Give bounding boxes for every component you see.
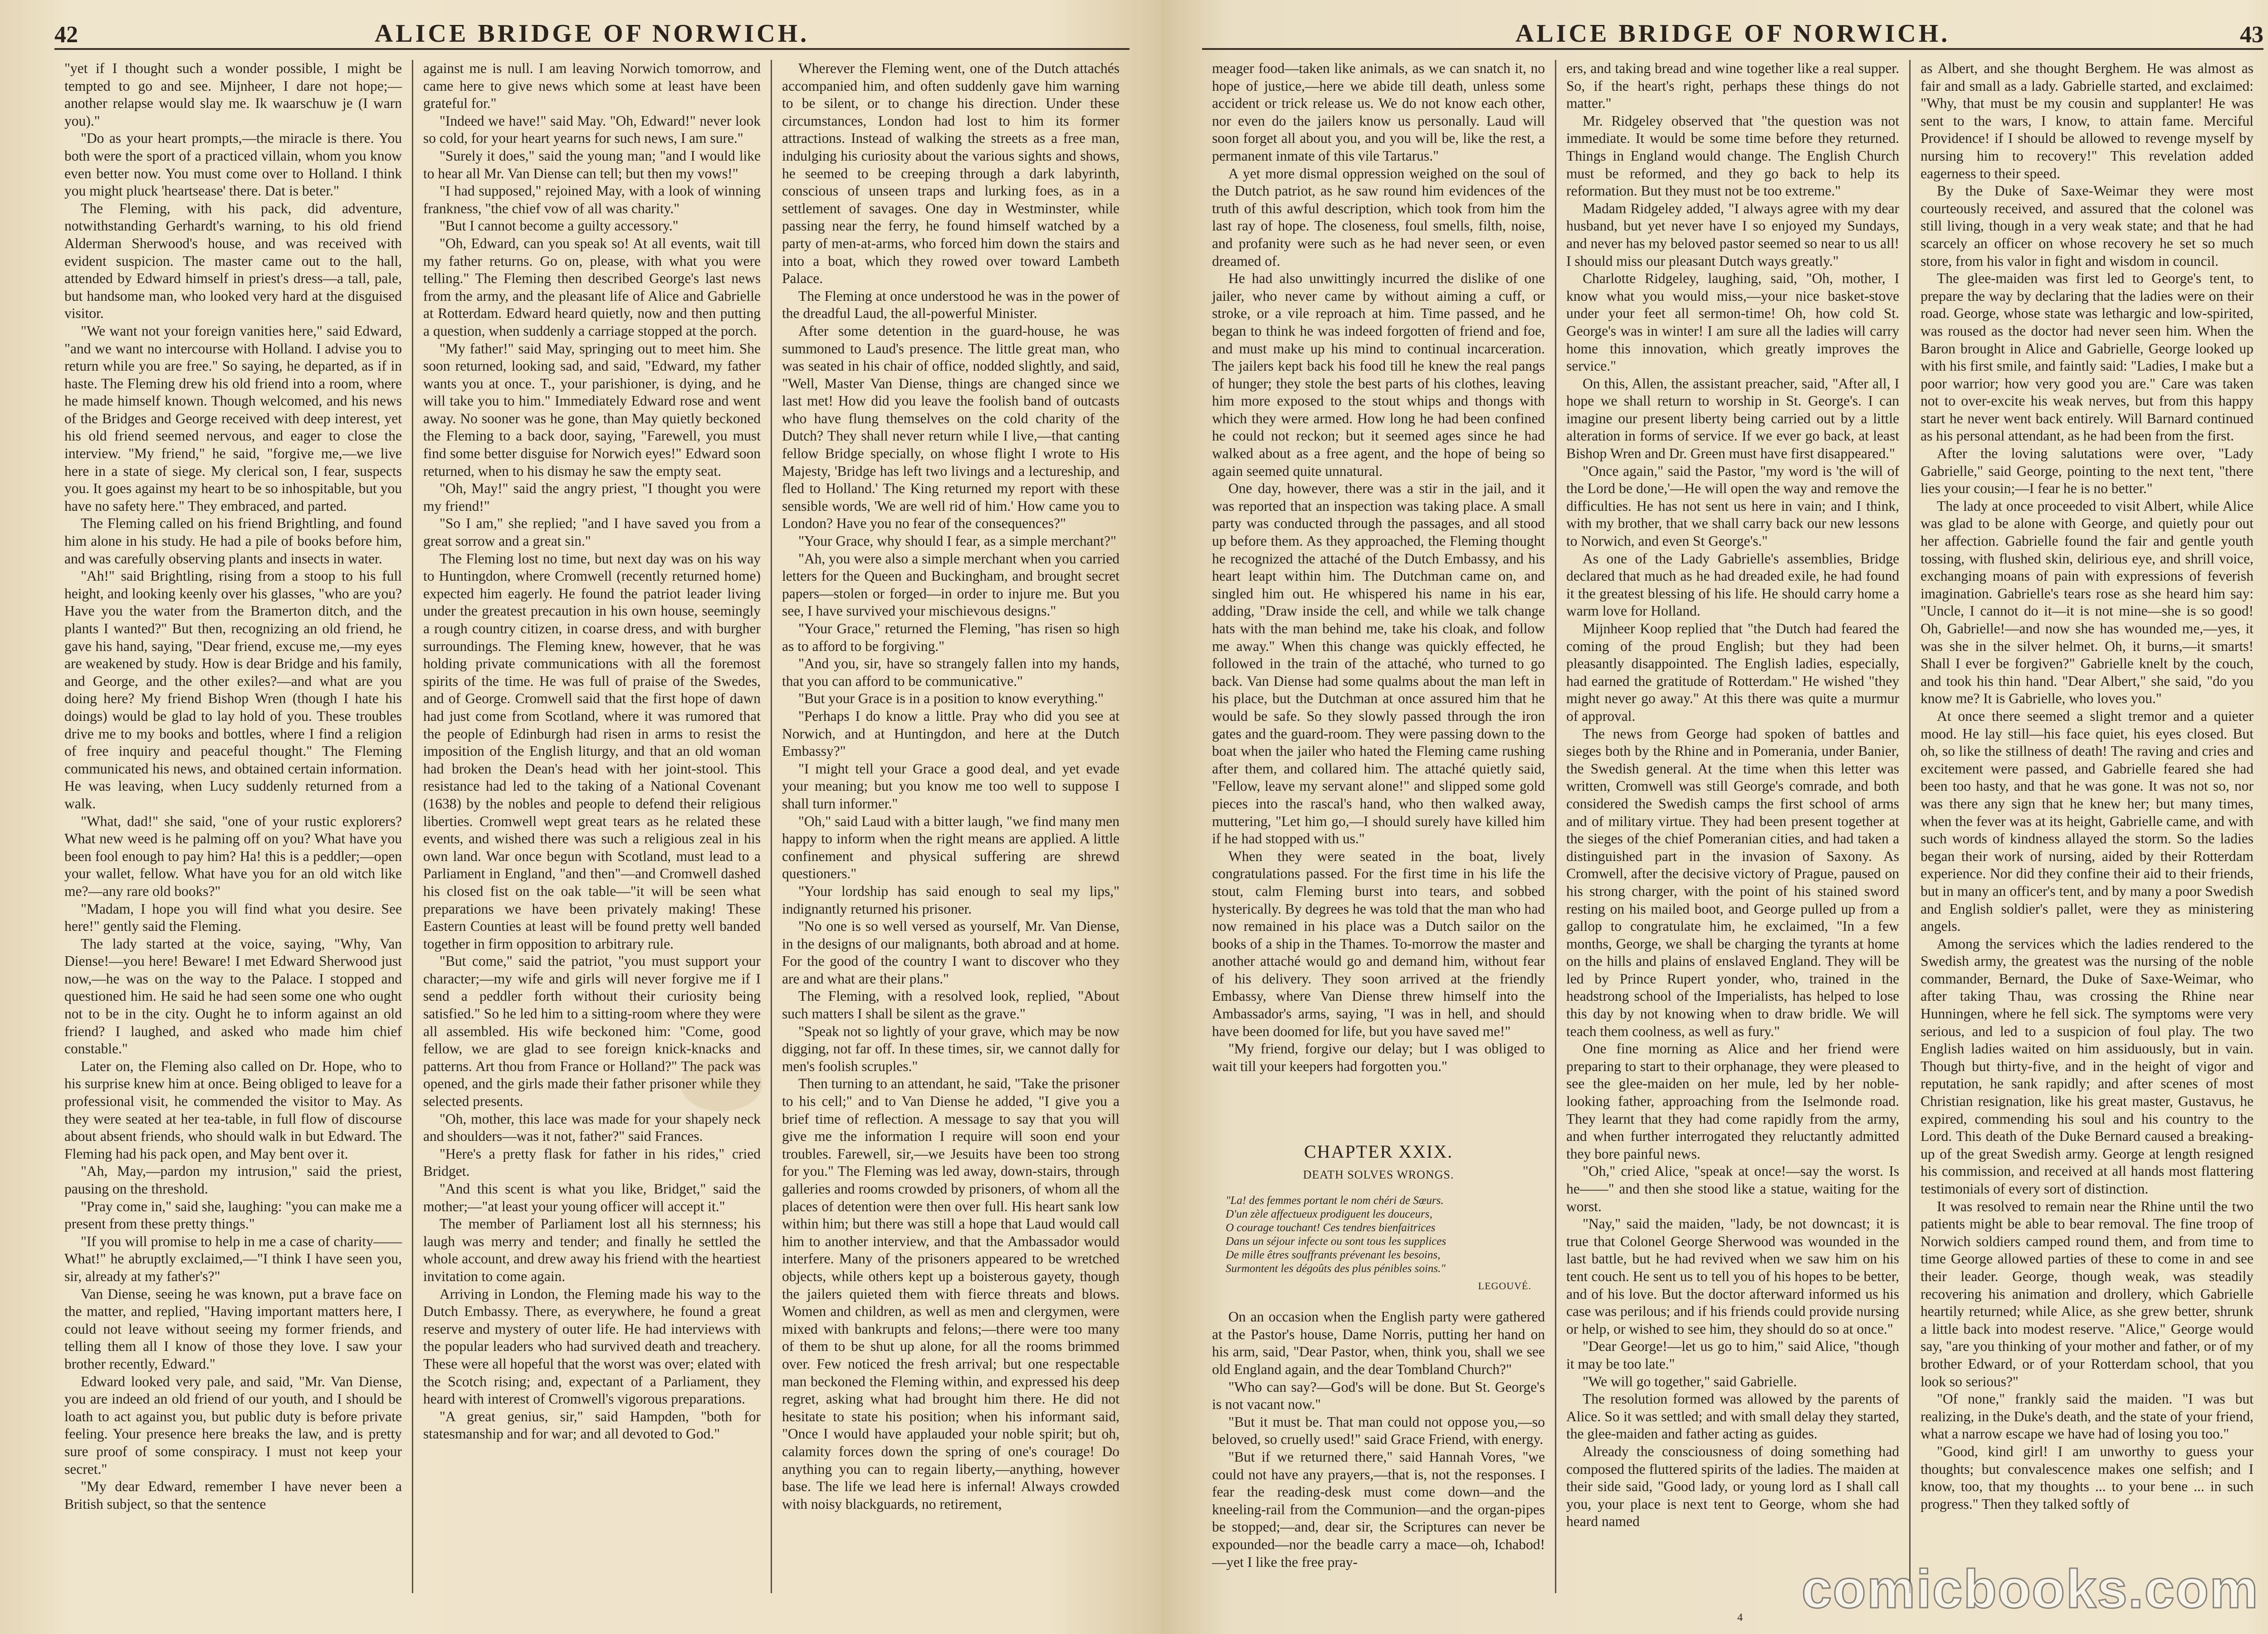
left-column-3 <box>771 60 1129 1593</box>
epigraph <box>1212 1194 1545 1276</box>
chapter-subtitle: DEATH SOLVES WRONGS. <box>1303 1168 1454 1182</box>
text-paragraph: "A great genius, sir," said Hampden, "both for statesmanship and for war; and all devoted to God." <box>423 1408 761 1442</box>
text-paragraph: The Fleming, with his pack, did adventure, notwithstanding Gerhardt's warning, to his old friend Alderman Sherwood's house, and was received with evident suspicion. The master came out to the hall, attended by Edward himself in priest's dress—a tall, pale, but handsome man, who looked very hard at the disguised visitor. <box>64 200 402 322</box>
right-column-2 <box>1555 60 1909 1593</box>
left-page-number: 42 <box>54 22 78 48</box>
text-paragraph: At once there seemed a slight tremor and a quieter mood. He lay still—his face quiet, his eyes closed. But oh, so like the stillness of death! The raving and cries and excitement were passed, and Gabrielle feared she had been too hasty, and that he was gone. It was not so, nor was there any sign that he knew her; but many times, when the fever was at its height, Gabrielle came, and with such words of kindness allayed the storm. So the ladies began their work of nursing, aided by their Rotterdam experience. Nor did they confine their aid to their friends, but in many an officer's tent, and by many a poor Swedish and English soldier's pallet, were they as ministering angels. <box>1921 708 2253 934</box>
text-paragraph: The resolution formed was allowed by the parents of Alice. So it was settled; and with small delay they started, the glee-maiden and father acting as guides. <box>1566 1391 1899 1442</box>
right-column-1 <box>1202 60 1555 1593</box>
text-paragraph: On an occasion when the English party were gathered at the Pastor's house, Dame Norris, putting her hand on his arm, said, "Dear Pastor, when, think you, shall we see old England again, and the dear Tombland Church?" <box>1212 1309 1545 1377</box>
text-paragraph: As one of the Lady Gabrielle's assemblies, Bridge declared that much as he had dreaded exile, he had found it the greatest blessing of his life. He should carry home a warm love for Holland. <box>1566 550 1899 619</box>
text-paragraph: "But your Grace is in a position to know everything." <box>798 690 1104 707</box>
text-paragraph: "Dear George!—let us go to him," said Alice, "though it may be too late." <box>1566 1338 1899 1372</box>
text-paragraph: "We want not your foreign vanities here," said Edward, "and we want no intercourse with Holland. I advise you to return while you are free." So saying, he departed, as if in haste. The Fleming drew his old friend into a room, where he made himself known. Though welcomed, and his news of the Bridges and George received with deep interest, yet his old friend seemed nervous, and eager to close the interview. "My friend," he said, "forgive me,—we live here in a state of siege. My clerical son, I fear, suspects you. It goes against my heart to be so inhospitable, but you have no safety here." They embraced, and parted. <box>64 323 402 514</box>
text-paragraph: as Albert, and she thought Berghem. He was almost as fair and small as a lady. Gabrielle started, and exclaimed: "Why, that must be my cousin and supplanter! He was sent to the wars, I know, to attain fame. Merciful Providence! if I should be allowed to revenge myself by nursing him to recovery!" This revelation added eagerness to their speed. <box>1921 60 2253 181</box>
text-paragraph: One day, however, there was a stir in the jail, and it was reported that an inspection was taking place. A small party was conducted through the passages, and all stood up before them. As they approached, the Fleming thought he recognized the attaché of the Dutch Embassy, and his heart leapt within him. The Dutchman came on, and singled him out. He whispered his name in his ear, adding, "Draw inside the cell, and while we talk change hats with the man behind me, take his cloak, and follow me away." When this change was quickly effected, he followed in the train of the attaché, who turned to go back. Van Diense had some qualms about the man left in his place, but the Dutchman at once assured him that he would be safe. So they slowly passed through the iron gates and the guard-room. They were passing down to the boat when the jailer who hated the Fleming came rushing after them, and collared him. The attaché quietly said, "Fellow, leave my servant alone!" and slipped some gold pieces into the rascal's hand, who then walked away, muttering, "Let him go,—I should surely have killed him if he had stopped with us." <box>1212 480 1545 847</box>
left-running-head <box>54 13 1129 50</box>
text-paragraph: "Who can say?—God's will be done. But St. George's is not vacant now." <box>1212 1379 1545 1413</box>
epigraph-line: D'un zèle affectueux prodiguent les douceurs, <box>1226 1208 1432 1220</box>
epigraph-line: Dans un séjour infecte ou sont tous les supplices <box>1226 1235 1447 1248</box>
left-text-columns <box>54 60 1129 1593</box>
text-paragraph: "Madam, I hope you will find what you desire. See here!" gently said the Fleming. <box>64 900 402 934</box>
text-paragraph: "Ah, May,—pardon my intrusion," said the priest, pausing on the threshold. <box>64 1163 402 1197</box>
text-paragraph: The Fleming lost no time, but next day was on his way to Huntingdon, where Cromwell (recently returned home) expected him eagerly. He found the patriot leader living under the greatest precaution in his own house, seemingly a rough country citizen, in coarse dress, and with burgher surroundings. The Fleming knew, however, that he was holding private communications with all the foremost spirits of the time. He was full of praise of the Swedes, and of George. Cromwell said that the first hope of dawn had just come from Scotland, where it was rumored that the people of Edinburgh had risen in arms to resist the imposition of the English liturgy, and that an old woman had broken the Dean's head with her joint-stool. This resistance had led to the taking of a National Covenant (1638) by the nobles and people to defend their religious liberties. Cromwell wept great tears as he related these events, and wished there was such a religious zeal in his own land. War once begun with Scotland, must lead to a Parliament in England, "and then"—and Cromwell dashed his closed fist on the oak table—"it will be seen what preparations we have been privately making! These Eastern Counties at least will be found pretty well banded together in firm opposition to arbitrary rule. <box>423 550 761 952</box>
text-paragraph: After some detention in the guard-house, he was summoned to Laud's presence. The little great man, who was seated in his chair of office, nodded slightly, and said, "Well, Master Van Diense, things are changed since we last met! How did you leave the foolish band of outcasts who have flung themselves on the cold charity of the Dutch? They shall never return while I live,—that canting fellow Bridge specially, on whose flight I wrote to His Majesty, 'Bridge has left two livings and a lectureship, and fled to Holland.' The King returned my report with these sensible words, 'We are well rid of him.' How came you to London? Have you no fear of the consequences?" <box>782 323 1119 532</box>
text-paragraph: "Do as your heart prompts,—the miracle is there. You both were the sport of a practiced villain, whom you know even better now. You must come over to Holland. I think you might pluck 'heartsease' there. Dat is beter." <box>64 130 402 199</box>
text-paragraph: against me is null. I am leaving Norwich tomorrow, and came here to give news which some at least have been grateful for." <box>423 60 761 112</box>
text-paragraph: "Your Grace, why should I fear, as a simple merchant?" <box>798 533 1116 549</box>
text-paragraph: "What, dad!" she said, "one of your rustic explorers? What new weed is he palming off on you? What have you been fool enough to pay him? Ha! this is a peddler;—open your wallet, fellow. What have you for an old witch like me?—any rare old books?" <box>64 813 402 899</box>
text-paragraph: "Pray come in," said she, laughing: "you can make me a present from these pretty things." <box>64 1198 402 1232</box>
right-page <box>1161 0 2268 1634</box>
epigraph-source: LEGOUVÉ. <box>1478 1280 1531 1292</box>
text-paragraph: The lady at once proceeded to visit Albert, while Alice was glad to be alone with George, and quietly pour out her affection. Gabrielle found the fair and gentle youth tossing, with flushed skin, delirious eye, and shrill voice, exchanging moans of pain with expressions of feverish imagination. Gabrielle's tears rose as she heard him say: "Uncle, I cannot do it—it is not mine—she is so good! Oh, Gabrielle!—and now she has wounded me,—yes, it was she in the silver helmet. Oh, it burns,—it smarts! Shall I ever be forgiven?" Gabrielle knelt by the couch, and took his thin hand. "Dear Albert," she said, "do you know me? It is Gabrielle, who loves you." <box>1921 498 2253 707</box>
text-paragraph: "Oh, May!" said the angry priest, "I thought you were my friend!" <box>423 480 761 514</box>
text-paragraph: "But it must be. That man could not oppose you,—so beloved, so cruelly used!" said Grace Friend, with energy. <box>1212 1414 1545 1448</box>
text-paragraph: Among the services which the ladies rendered to the Swedish army, the greatest was the nursing of the noble commander, Bernard, the Duke of Saxe-Weimar, who after taking Thau, was crossing the Rhine near Hunningen, where he fell sick. The symptoms were very serious, and led to a suspicion of foul play. The two English ladies waited on him assiduously, but in vain. Though but thirty-five, and in the height of vigor and reputation, he sank rapidly; and after scenes of most Christian resignation, like his great master, Gustavus, he expired, commending his soul and his country to the Lord. This death of the Duke Bernard caused a breaking-up of the great Swedish army. George at length resigned his commission, and received at all hands most flattering testimonials of every sort of distinction. <box>1921 935 2253 1197</box>
chapter-heading-block <box>1212 1143 1545 1295</box>
watermark-logo: comicbooks.com <box>1801 1559 2259 1619</box>
text-paragraph: The Fleming called on his friend Brightling, and found him alone in his study. He had a pile of books before him, and was carefully observing plants and insects in water. <box>64 515 402 567</box>
text-paragraph: The Fleming at once understood he was in the power of the dreadful Laud, the all-powerful Minister. <box>782 288 1119 322</box>
text-paragraph: When they were seated in the boat, lively congratulations passed. For the first time in his life the stout, calm Fleming burst into tears, and sobbed hysterically. By degrees he was told that the man who had now remained in his place was a Dutch sailor on the books of a ship in the Thames. To-morrow the master and another attaché would go and demand him, without fear of his delivery. They soon arrived at the friendly Embassy, where Van Diense threw himself into the Ambassador's arms, saying, "I was in hell, and should have been doomed for life, but you have saved me!" <box>1212 848 1545 1039</box>
text-paragraph: Later on, the Fleming also called on Dr. Hope, who to his surprise knew him at once. Being obliged to leave for a professional visit, he commended the visitor to May. As they were seated at her tea-table, in full flow of discourse about absent friends, who should walk in but Edward. The Fleming had his pack open, and May bent over it. <box>64 1058 402 1162</box>
text-paragraph: "Ah, you were also a simple merchant when you carried letters for the Queen and Buckingham, and brought secret papers—stolen or forged—in order to injure me. But you see, I have survived your mischievous designs." <box>782 550 1119 619</box>
text-paragraph: "If you will promise to help in me a case of charity—— What!" he abruptly exclaimed,—"I think I have seen you, sir, already at my father's?" <box>64 1233 402 1284</box>
text-paragraph: "Of none," frankly said the maiden. "I was but realizing, in the Duke's death, and the state of your friend, what a narrow escape we have had of losing you too." <box>1921 1391 2253 1442</box>
text-paragraph: It was resolved to remain near the Rhine until the two patients might be able to bear removal. The fine troop of Norwich soldiers camped round them, and from time to time George allowed parties of these to come in and see their leader. George, though weak, was steadily recovering his animation and drollery, which Gabrielle heartily returned; while Alice, as she grew better, shrunk a little back into modest reserve. "Alice," George would say, "are you thinking of your mother and father, or of my brother Edward, or of your Rotterdam school, that you look so serious?" <box>1921 1198 2253 1389</box>
text-paragraph: By the Duke of Saxe-Weimar they were most courteously received, and assured that the colonel was still living, though in a very weak state; and that he had scarcely an officer on whose recovery he set so much store, from his valor in fight and wisdom in council. <box>1921 183 2253 269</box>
text-paragraph: "And you, sir, have so strangely fallen into my hands, that you can afford to be communicative." <box>782 656 1119 689</box>
text-paragraph: The Fleming, with a resolved look, replied, "About such matters I shall be silent as the grave." <box>782 988 1119 1022</box>
text-paragraph: One fine morning as Alice and her friend were preparing to start to their orphanage, they were pleased to see the glee-maiden on her mule, led by her noble-looking father, approaching from the Iselmonde road. They learnt that they had come rapidly from the army, and when further interrogated they reluctantly admitted they bore painful news. <box>1566 1041 1899 1162</box>
text-paragraph: Already the consciousness of doing something had composed the fluttered spirits of the ladies. The maiden at their side said, "Good lady, or young lord as I shall call you, your place is next tent to George, whom she had heard named <box>1566 1443 1899 1530</box>
right-page-number: 43 <box>2240 22 2263 48</box>
text-paragraph: "Speak not so lightly of your grave, which may be now digging, not far off. In these times, sir, we cannot dally for men's foolish scruples." <box>782 1023 1119 1074</box>
text-paragraph: "My father!" said May, springing out to meet him. She soon returned, looking sad, and said, "Edward, my father wants you at once. T., your parishioner, is dying, and he will take you to him." Immediately Edward rose and went away. No sooner was he gone, than May quietly beckoned the Fleming to a back door, saying, "Farewell, you must find some better disguise for Norwich eyes!" Edward soon returned, when to his dismay he saw the empty seat. <box>423 340 761 479</box>
right-column-3 <box>1909 60 2263 1593</box>
text-paragraph: "Once again," said the Pastor, "my word is 'the will of the Lord be done,'—He will open the way and remove the difficulties. He has not sent us here in vain; and I think, with my brother, that we shall carry back our new lessons to Norwich, and even St George's." <box>1566 463 1899 549</box>
text-paragraph: The lady started at the voice, saying, "Why, Van Diense!—you here! Beware! I met Edward Sherwood just now,—he was on the way to the Palace. I stopped and questioned him. He said he had seen some one who ought not to be in the city. Ought he to inform against an old friend? I laughed, and asked who made him chief constable." <box>64 935 402 1057</box>
epigraph-line: "La! des femmes portant le nom chéri de Sœurs. <box>1226 1194 1444 1207</box>
text-paragraph: "We will go together," said Gabrielle. <box>1583 1373 1797 1389</box>
text-paragraph: On this, Allen, the assistant preacher, said, "After all, I hope we shall return to worship in St. George's. I can imagine our present liberty being carried out by a little alteration in forms of service. If we ever go back, at least Bishop Wren and Dr. Green must have first disappeared." <box>1566 375 1899 462</box>
text-paragraph: Van Diense, seeing he was known, put a brave face on the matter, and replied, "Having important matters here, I could not leave without seeing my former friends, and telling them all I know of those they love. I saw your brother recently, Edward." <box>64 1286 402 1372</box>
epigraph-line: Surmontent les dégoûts des plus pénibles soins." <box>1226 1262 1446 1275</box>
text-paragraph: The member of Parliament lost all his sternness; his laugh was merry and tender; and finally he settled the whole account, and drew away his friend with the heartiest invitation to come again. <box>423 1216 761 1284</box>
text-paragraph: "I might tell your Grace a good deal, and yet evade your meaning; but you know me too well to suppose I shall turn informer." <box>782 760 1119 812</box>
text-paragraph: ers, and taking bread and wine together like a real supper. So, if the heart's right, perhaps these things do not matter." <box>1566 60 1899 112</box>
text-paragraph: He had also unwittingly incurred the dislike of one jailer, who never came by without aiming a cuff, or stroke, or a vile reproach at him. Time passed, and he began to think he was indeed forgotten of friend and foe, and must make up his mind to continual incarceration. The jailers kept back his food till he knew the real pangs of hunger; they stole the best parts of his clothes, leaving him more exposed to the stout whips and thongs with which they were armed. How long he had been confined he could not reckon; but it seemed ages since he had walked about as a free agent, and the hope of being so again seemed quite unnatural. <box>1212 270 1545 479</box>
text-paragraph: "Your Grace," returned the Fleming, "has risen so high as to afford to be forgiving." <box>782 621 1119 654</box>
text-paragraph: "Oh," cried Alice, "speak at once!—say the worst. Is he——" and then she stood like a statue, waiting for the worst. <box>1566 1163 1899 1214</box>
text-paragraph: A yet more dismal oppression weighed on the soul of the Dutch patriot, as he saw round him evidences of the truth of this awful description, which took from him the last ray of hope. The closeness, foul smells, filth, noise, and profanity were such as he had never seen, or even dreamed of. <box>1212 165 1545 269</box>
text-paragraph: "So I am," she replied; "and I have saved you from a great sorrow and a great sin." <box>423 515 761 549</box>
text-paragraph: "Ah!" said Brightling, rising from a stoop to his full height, and looking keenly over his glasses, "who are you? Have you the water from the Bramerton ditch, and the plants I wanted?" But then, recognizing an old friend, he gave his hand, saying, "Dear friend, excuse me,—my eyes are weakened by study. How is dear Bridge and his family, and George, and the other exiles?—and what are you doing here? My friend Bishop Wren (though I hate his doings) would be glad to lay hold of you. These troubles drive me to my books and bottles, where I find a religion of free inquiry and peaceful thought." The Fleming communicated his news, and obtained certain information. He was leaving, when Lucy suddenly returned from a walk. <box>64 568 402 812</box>
text-paragraph: "Oh, Edward, can you speak so! At all events, wait till my father returns. Go on, please, with what you were telling." The Fleming then described George's last news from the army, and the pleasant life of Alice and Gabrielle at Rotterdam. Edward heard quietly, now and then putting a question, when suddenly a carriage stopped at the porch. <box>423 235 761 339</box>
epigraph-line: De mille êtres souffrants prévenant les besoins, <box>1226 1248 1441 1261</box>
text-paragraph: "And this scent is what you like, Bridget," said the mother;—"at least your young officer will accept it." <box>423 1181 761 1214</box>
text-paragraph: Edward looked very pale, and said, "Mr. Van Diense, you are indeed an old friend of our youth, and I should be loath to act against you, but public duty is before private feeling. Your presence here breaks the law, and is pretty sure proof of some conspiracy. I must not keep your secret." <box>64 1373 402 1477</box>
right-running-title: ALICE BRIDGE OF NORWICH. <box>1515 20 1950 48</box>
text-paragraph: "Your lordship has said enough to seal my lips," indignantly returned his prisoner. <box>782 883 1119 917</box>
text-paragraph: "Oh," said Laud with a bitter laugh, "we find many men happy to inform when the right means are applied. A little confinement and physical suffering are shrewd questioners." <box>782 813 1119 882</box>
text-paragraph: "I had supposed," rejoined May, with a look of winning frankness, "the chief vow of all was charity." <box>423 183 761 216</box>
text-paragraph: "Good, kind girl! I am unworthy to guess your thoughts; but convalescence makes one selfish; and I know, too, that my thoughts ... to your bene ... in such progress." Then they talked softly of <box>1921 1443 2253 1512</box>
epigraph-line: O courage touchant! Ces tendres bienfaitrices <box>1226 1221 1436 1234</box>
text-paragraph: After the loving salutations were over, "Lady Gabrielle," said George, pointing to the next tent, "there lies your cousin;—I fear he is no better." <box>1921 445 2253 497</box>
text-paragraph: The glee-maiden was first led to George's tent, to prepare the way by declaring that the ladies were on their road. George, whose state was lethargic and low-spirited, was roused as the doctor had never seen him. When the Baron brought in Alice and Gabrielle, George looked up with his first smile, and faintly said: "Ladies, I make but a poor warrior; how very good you are." Care was taken not to over-excite his weak nerves, but from this happy start he never went back entirely. Will Barnard continued as his personal attendant, as he had been from the first. <box>1921 270 2253 444</box>
signature-mark: 4 <box>1737 1612 1743 1624</box>
text-paragraph: "No one is so well versed as yourself, Mr. Van Diense, in the designs of our malignants, both abroad and at home. For the good of the country I want to discover who they are and what are their plans." <box>782 918 1119 987</box>
text-paragraph: Then turning to an attendant, he said, "Take the prisoner to his cell;" and to Van Diense he added, "I give you a brief time of reflection. A message to say that you will give me the information I require will soon end your troubles. Farewell, sir,—we Jesuits have been too strong for you." The Fleming was led away, down-stairs, through galleries and rooms crowded by prisoners, of whom all the places of detention were then over full. His heart sank low within him; but there was still a hope that Laud would call him to another interview, and that the Ambassador would interfere. Many of the prisoners appeared to be wretched objects, while others kept up a boisterous gayety, though the jailers quieted them with fierce threats and blows. Women and children, as well as men and clergymen, were mixed with bankrupts and felons;—there were too many of them to be shut up alone, for all the rooms brimmed over. Few noticed the fresh arrival; but one respectable man beckoned the Fleming within, and expressed his deep regret, asking what had brought him there. He did not hesitate to state his position; when his informant said, "Once I would have applauded your noble spirit; but oh, calamity forces down the spring of one's courage! Do anything you can to regain liberty,—anything, however base. The life we lead here is infernal! Always crowded with noisy blackguards, no retirement, <box>782 1076 1119 1512</box>
paper-stain <box>680 1057 762 1111</box>
text-paragraph: "But if we returned there," said Hannah Vores, "we could not have any prayers,—that is, not the responses. I fear the reading-desk must come down—and the kneeling-rail from the Communion—and the organ-pipes be stopped;—and, dear sir, the Scriptures can never be expounded—nor the beadle carry a mace—oh, Ichabod!—yet I like the free pray- <box>1212 1448 1545 1570</box>
left-running-title: ALICE BRIDGE OF NORWICH. <box>374 20 810 48</box>
text-paragraph: "Perhaps I do know a little. Pray who did you see at Norwich, and at Huntingdon, and here at the Dutch Embassy?" <box>782 708 1119 759</box>
chapter-title: CHAPTER XXIX. <box>1304 1141 1453 1162</box>
text-paragraph: The news from George had spoken of battles and sieges both by the Rhine and in Pomerania, under Banier, the Swedish general. At the time when this letter was written, Cromwell was still George's comrade, and both considered the Swedish camps the first school of arms and of military virtue. They had been present together at the sieges of the chief Pomeranian cities, and had taken a distinguished part in the invasion of Saxony. As Cromwell, after the decisive victory of Prague, paused on his strong charger, with the point of his stained sword resting on his mailed boot, and George pulled up from a gallop to congratulate him, he exclaimed, "In a few months, George, we shall be charging the tyrants at home on the hills and plains of enslaved England. They will be led by Prince Rupert yonder, who, trained in the headstrong school of the Imperialists, has helped to lose this day by not knowing when to draw bridle. We will teach them coolness, as well as fury." <box>1566 725 1899 1039</box>
text-paragraph: meager food—taken like animals, as we can snatch it, no hope of justice,—here we abide till death, unless some accident or trick release us. We do not know each other, nor even do the jailers know us personally. Laud will soon forget all about you, and you will be, like the rest, a permanent inmate of this vile Tartarus." <box>1212 60 1545 164</box>
text-paragraph: "Oh, mother, this lace was made for your shapely neck and shoulders—was it not, father?" said Frances. <box>423 1111 761 1145</box>
text-paragraph: Charlotte Ridgeley, laughing, said, "Oh, mother, I know what you would miss,—your nice basket-stove under your feet all sermon-time! Oh, how cold St. George's was in winter! I am sure all the ladies will carry home this innovation, which greatly improves the service." <box>1566 270 1899 374</box>
text-paragraph: "Indeed we have!" said May. "Oh, Edward!" never look so cold, for your heart yearns for such news, I am sure." <box>423 113 761 147</box>
text-paragraph: Mijnheer Koop replied that "the Dutch had feared the coming of the proud English; but they had been pleasantly disappointed. The English ladies, especially, had earned the gratitude of Rotterdam." He wished "they might never go away." At this there was quite a murmur of approval. <box>1566 621 1899 724</box>
text-paragraph: Wherever the Fleming went, one of the Dutch attachés accompanied him, and often suddenly gave him warning to be silent, or to change his direction. Under these circumstances, London had lost to him its former attractions. Instead of walking the streets as a free man, indulging his curiosity about the various sights and shows, he seemed to be creeping through a dark labyrinth, conscious of unseen traps and lurking foes, as in a settlement of savages. One day in Westminster, while passing near the ferry, he found himself watched by a party of men-at-arms, who forced him down the stairs and into a boat, which they rowed over toward Lambeth Palace. <box>782 60 1119 287</box>
text-paragraph: Madam Ridgeley added, "I always agree with my dear husband, but yet never have I so enjoyed my Sundays, and never has my beloved pastor seemed so near to us all! I should miss our pleasant Dutch ways greatly." <box>1566 200 1899 269</box>
text-paragraph: "But come," said the patriot, "you must support your character;—my wife and girls will never forgive me if I send a peddler forth without their curiosity being satisfied." So he led him to a sitting-room where they were all assembled. His wife beckoned him: "Come, good fellow, we are glad to see foreign knick-knacks and patterns. Art thou from France or Holland?" The pack was opened, and the girls made their father prisoner while they selected presents. <box>423 953 761 1110</box>
right-running-head <box>1202 13 2263 50</box>
text-paragraph: "Surely it does," said the young man; "and I would like to hear all Mr. Van Diense can tell; but then my vows!" <box>423 147 761 181</box>
text-paragraph: "yet if I thought such a wonder possible, I might be tempted to go and see. Mijnheer, I dare not hope;—another relapse would slay me. Ik waarschuw je (I warn you)." <box>64 60 402 129</box>
text-paragraph: "Nay," said the maiden, "lady, be not downcast; it is true that Colonel George Sherwood was wounded in the last battle, but he had revived when we saw him on his tent couch. He sent us to tell you of his hopes to be better, and of his love. But the doctor afterward informed us his case was perilous; and if his friends could provide nursing or help, or wished to see him, they should do so at once." <box>1566 1216 1899 1337</box>
text-paragraph: "My dear Edward, remember I have never been a British subject, so that the sentence <box>64 1478 402 1512</box>
left-column-2 <box>412 60 771 1593</box>
text-paragraph: Arriving in London, the Fleming made his way to the Dutch Embassy. There, as everywhere, he found a great reserve and mystery of outer life. He had interviews with the popular leaders who had survived death and treachery. These were all hopeful that the worst was over; elated with the Scotch rising; and, expectant of a Parliament, they heard with interest of Cromwell's vigorous preparations. <box>423 1286 761 1407</box>
text-paragraph: "My friend, forgive our delay; but I was obliged to wait till your keepers had forgotten you." <box>1212 1041 1545 1074</box>
left-column-1 <box>54 60 412 1593</box>
text-paragraph: "Here's a pretty flask for father in his rides," cried Bridget. <box>423 1145 761 1179</box>
text-paragraph: "But I cannot become a guilty accessory." <box>440 218 679 234</box>
right-text-columns <box>1202 60 2263 1593</box>
text-paragraph: Mr. Ridgeley observed that "the question was not immediate. It would be some time before they returned. Things in England would change. The English Church must be reformed, and they go back to help its reformation. But they must not be too extreme." <box>1566 113 1899 199</box>
